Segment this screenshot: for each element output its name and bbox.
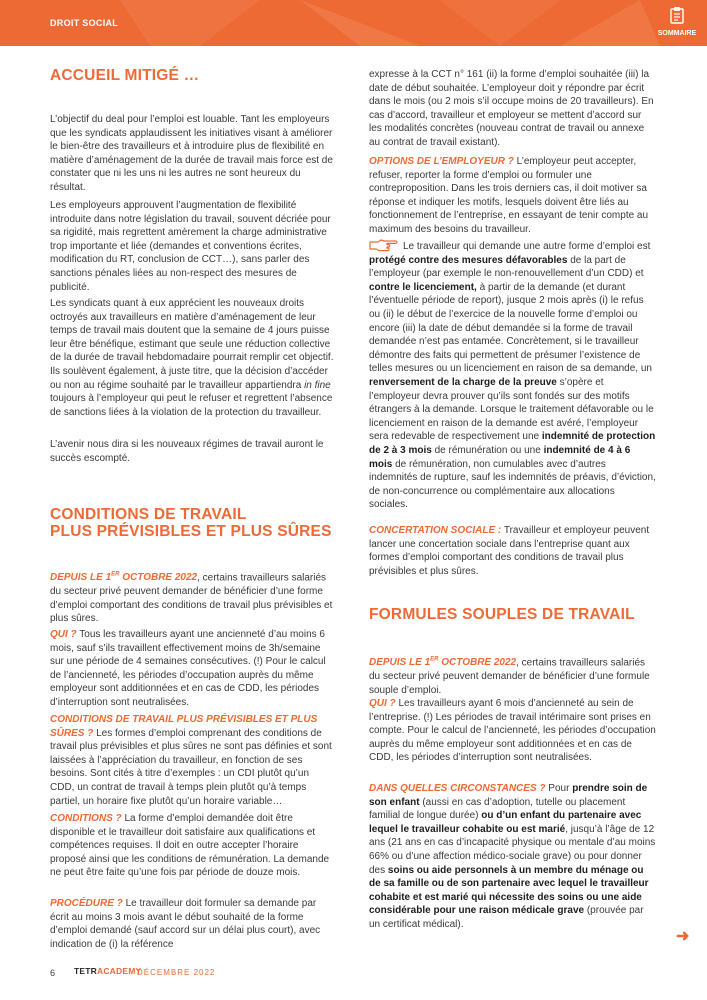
paragraph-circonstances: DANS QUELLES CIRCONSTANCES ? Pour prendre soin de son enfant (aussi en cas d’adoption, tutelle ou placement familial de longue durée) ou d’un enfant du partenaire avec lequel le travailleur cohabite ou est marié, jusqu’à l’âge de 12 ans (21 ans en cas d’incapacité physique ou mentale d’au moins 66% ou d’une affection médico-sociale grave) ou pour donner des soins ou aide personnels à un membre du ménage ou de sa famille ou de son partenaire avec lequel le travailleur cohabite et est marié qui nécessite des soins ou une aide considérable pour une raison médicale grave (prouvée par un certificat médical). — [369, 783, 656, 930]
paragraph-syndicats: Les syndicats quant à eux apprécient les nouveaux droits octroyés aux travailleurs en matière d’aménagement de leur temps de travail mais doutent que la semaine de 4 jours puisse leur être bénéfique, estimant que seule une réduction collective de la durée de travail hebdomadaire pourrait remplir cet objectif. Ils soulèvent également, à juste titre, que la décision d’accéder ou non au régime souhaité par le travailleur appartiendra in fine toujours à l’employeur qui peut le refuser et regrettent l’absence de sanctions liées à la violation de la protection du travailleur. — [50, 298, 334, 418]
paragraph-protection: Le travailleur qui demande une autre forme d’emploi est protégé contre des mesures défavorables de la part de l’employeur (par exemple le non-renouvellement d’un CDD) et contre le licenciement, à partir de la demande (et durant l’éventuelle période de report), jusque 2 mois après (i) le refus ou (ii) le début de l’exercice de la nouvelle forme d’emploi ou encore (iii) la date de début demandée si la forme de travail demandée n’est pas entamée. Concrètement, si le travailleur démontre des faits qui permettent de présumer l’existence de telles mesures ou un licenciement en raison de sa demande, un renversement de la charge de la preuve s’opère et l’employeur devra prouver qu’ils sont fondés sur des motifs étrangers à la demande. Lorsque le traitement défavorable ou le licenciement en raison de la demande est avéré, l’employeur sera redevable de respectivement une indemnité de protection de 2 à 3 mois de rémunération ou une indemnité de 4 à 6 mois de rémunération, non cumulables avec d’autres indemnités de rupture, sauf les indemnités de préavis, d’éviction, de non-concurrence ou complémentaire aux allocations sociales. — [369, 241, 656, 511]
logo: TETRACADEMY — [74, 966, 142, 976]
lead-qui-2: QUI ? — [369, 698, 396, 709]
paragraph-avenir: L’avenir nous dira si les nouveaux régimes de travail auront le succès escompté. — [50, 439, 324, 464]
lead-circonstances: DANS QUELLES CIRCONSTANCES ? — [369, 783, 546, 794]
section-title: DROIT SOCIAL — [50, 18, 119, 28]
lead-qui: QUI ? — [50, 629, 77, 640]
paragraph-depuis-2: DEPUIS LE 1ER OCTOBRE 2022, certains travailleurs salariés du secteur privé peuvent demander de bénéficier d’une formule souple d’emploi. — [369, 657, 650, 696]
italic-in-fine: in fine — [304, 379, 331, 391]
paragraph-concertation: CONCERTATION SOCIALE : Travailleur et employeur peuvent lancer une concertation sociale dans l’entreprise quant aux formes d’emploi comportant des conditions de travail plus prévisibles et plus sûres. — [369, 525, 650, 577]
paragraph-objectif: L’objectif du deal pour l’emploi est louable. Tant les employeurs que les syndicats applaudissent les initiatives visant à améliorer le bien-être des travailleurs et à introduire plus de flexibilité en matière d’aménagement de la durée de travail mais force est de constater que ni les uns ni les autres ne sont heureux du résultat. — [50, 114, 333, 193]
paragraph-qui: QUI ? Tous les travailleurs ayant une ancienneté d’au moins 6 mois, sauf s’ils travaillent effectivement moins de 3h/semaine sur une période de 4 semaines consécutives. (!) Pour le calcul de l’ancienneté, les périodes d’occupation auprès du même employeur sont additionnées et en cas de CDD, les périodes d’interruption sont neutralisées. — [50, 629, 326, 708]
heading-formules: FORMULES SOUPLES DE TRAVAIL — [369, 606, 635, 623]
paragraph-conditions-travail: CONDITIONS DE TRAVAIL PLUS PRÉVISIBLES ET PLUS SÛRES ? Les formes d’emploi comprenant des conditions de travail plus prévisibles et plus sûres ne sont pas définies et sont laissées à l’appréciation du travailleur, en fonction de ses besoins. Sont cités à titre d’exemples : un CDI plutôt qu’un CDD, un contrat de travail à temps plein plutôt qu’à temps partiel, un horaire fixe plutôt qu’un horaire variable… — [50, 714, 332, 807]
lead-depuis-2: DEPUIS LE 1ER OCTOBRE 2022 — [369, 657, 517, 669]
paragraph-conditions: CONDITIONS ? La forme d’emploi demandée doit être disponible et le travailleur doit satisfaire aux qualifications et compétences requises. Il doit en outre accepter l’horaire proposé ainsi que les conditions de rémunération. La demande ne peut être faite qu’une fois par période de douze mois. — [50, 813, 330, 879]
arrow-right-icon[interactable]: ➜ — [676, 928, 690, 945]
lead-options: OPTIONS DE L’EMPLOYEUR ? — [369, 156, 514, 167]
paragraph-procedure: PROCÉDURE ? Le travailleur doit formuler sa demande par écrit au moins 3 mois avant le début souhaité de la forme d’emploi demandé (sauf accord sur un délai plus court), avec indication de (i) la référence — [50, 898, 321, 950]
lead-conditions: CONDITIONS ? — [50, 813, 122, 824]
paragraph-depuis: DEPUIS LE 1ER OCTOBRE 2022, certains travailleurs salariés du secteur privé peuvent demander de bénéficier d’une forme d’emploi comportant des conditions de travail plus prévisibles et plus sûres. — [50, 572, 333, 625]
issue-date: DÉCEMBRE 2022 — [137, 968, 216, 977]
heading-conditions: CONDITIONS DE TRAVAIL PLUS PRÉVISIBLES ET PLUS SÛRES — [50, 506, 332, 540]
header-bar — [0, 0, 707, 46]
paragraph-employeurs: Les employeurs approuvent l’augmentation de flexibilité introduite dans notre législation du travail, souvent décriée pour sa rigidité, mais regrettent amèrement la charge administrative trop importante et liée (demandes et conventions écrites, modification du RT, conclusion de CCT…), sans parler des sanctions pénales liées au non-respect des mesures de publicité. — [50, 200, 331, 293]
paragraph-options: OPTIONS DE L’EMPLOYEUR ? L’employeur peut accepter, refuser, reporter la forme d’emploi ou formuler une contreproposition. Dans les trois derniers cas, il doit motiver sa réponse et indiquer les motifs, lesquels doivent être liés au fonctionnement de l’entreprise, en essayant de tenir compte au maximum des besoins du travailleur. — [369, 156, 649, 235]
sommaire-label: SOMMAIRE — [657, 30, 697, 37]
clipboard-icon — [670, 6, 684, 24]
heading-accueil: ACCUEIL MITIGÉ … — [50, 67, 200, 84]
paragraph-qui-2: QUI ? Les travailleurs ayant 6 mois d’ancienneté au sein de l’entreprise. (!) Les périodes de travail intérimaire sont prises en compte. Pour le calcul de l’ancienneté, les périodes d’occupation auprès du même employeur sont additionnées et en cas de CDD, les périodes d’interruption sont neutralisées. — [369, 698, 656, 764]
page-number: 6 — [50, 968, 56, 978]
lead-concertation: CONCERTATION SOCIALE : — [369, 525, 502, 536]
lead-depuis: DEPUIS LE 1ER OCTOBRE 2022 — [50, 572, 198, 584]
paragraph-procedure-cont: expresse à la CCT n° 161 (ii) la forme d’emploi souhaitée (iii) la date de début souhaitée. L’employeur doit y répondre par écrit dans le mois (ou 2 mois s’il occupe moins de 20 travailleurs). En cas d’accord, travailleur et employeur se mettent d’accord sur les modalités concrètes (nouveau contrat de travail ou annexe au contrat de travail existant). — [369, 69, 654, 148]
lead-conditions-travail: CONDITIONS DE TRAVAIL PLUS PRÉVISIBLES ET PLUS SÛRES ? — [50, 714, 318, 739]
sommaire-button[interactable] — [655, 6, 699, 37]
lead-procedure: PROCÉDURE ? — [50, 898, 123, 909]
